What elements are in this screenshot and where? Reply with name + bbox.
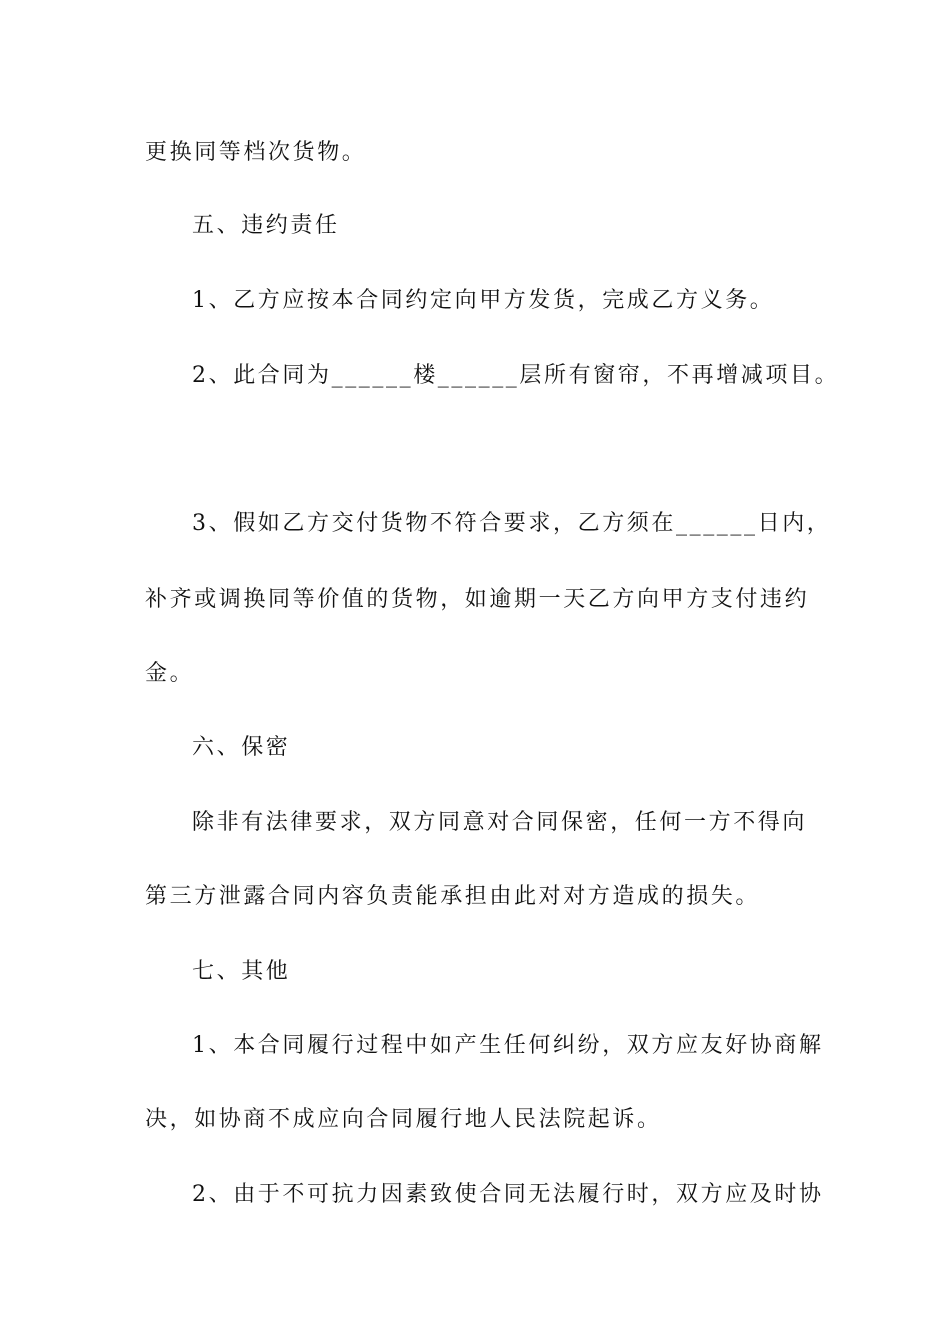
text-line: 3、假如乙方交付货物不符合要求，乙方须在______日内， <box>192 511 832 536</box>
text-line: 1、本合同履行过程中如产生任何纠纷，双方应友好协商解 <box>192 1033 824 1058</box>
text-line: 补齐或调换同等价值的货物，如逾期一天乙方向甲方支付违约 <box>145 587 810 612</box>
text-line: 第三方泄露合同内容负责能承担由此对对方造成的损失。 <box>145 884 761 909</box>
text-line: 决，如协商不成应向合同履行地人民法院起诉。 <box>145 1107 662 1132</box>
text-line: 金。 <box>145 661 195 686</box>
text-line: 2、由于不可抗力因素致使合同无法履行时，双方应及时协 <box>192 1182 824 1207</box>
section-heading: 五、违约责任 <box>192 213 340 238</box>
section-heading: 六、保密 <box>192 735 291 760</box>
text-line: 除非有法律要求，双方同意对合同保密，任何一方不得向 <box>192 810 808 835</box>
text-line: 1、乙方应按本合同约定向甲方发货，完成乙方义务。 <box>192 288 775 313</box>
section-heading: 七、其他 <box>192 959 291 984</box>
text-line: 更换同等档次货物。 <box>145 140 367 165</box>
text-line: 2、此合同为______楼______层所有窗帘，不再增减项目。 <box>192 363 840 388</box>
